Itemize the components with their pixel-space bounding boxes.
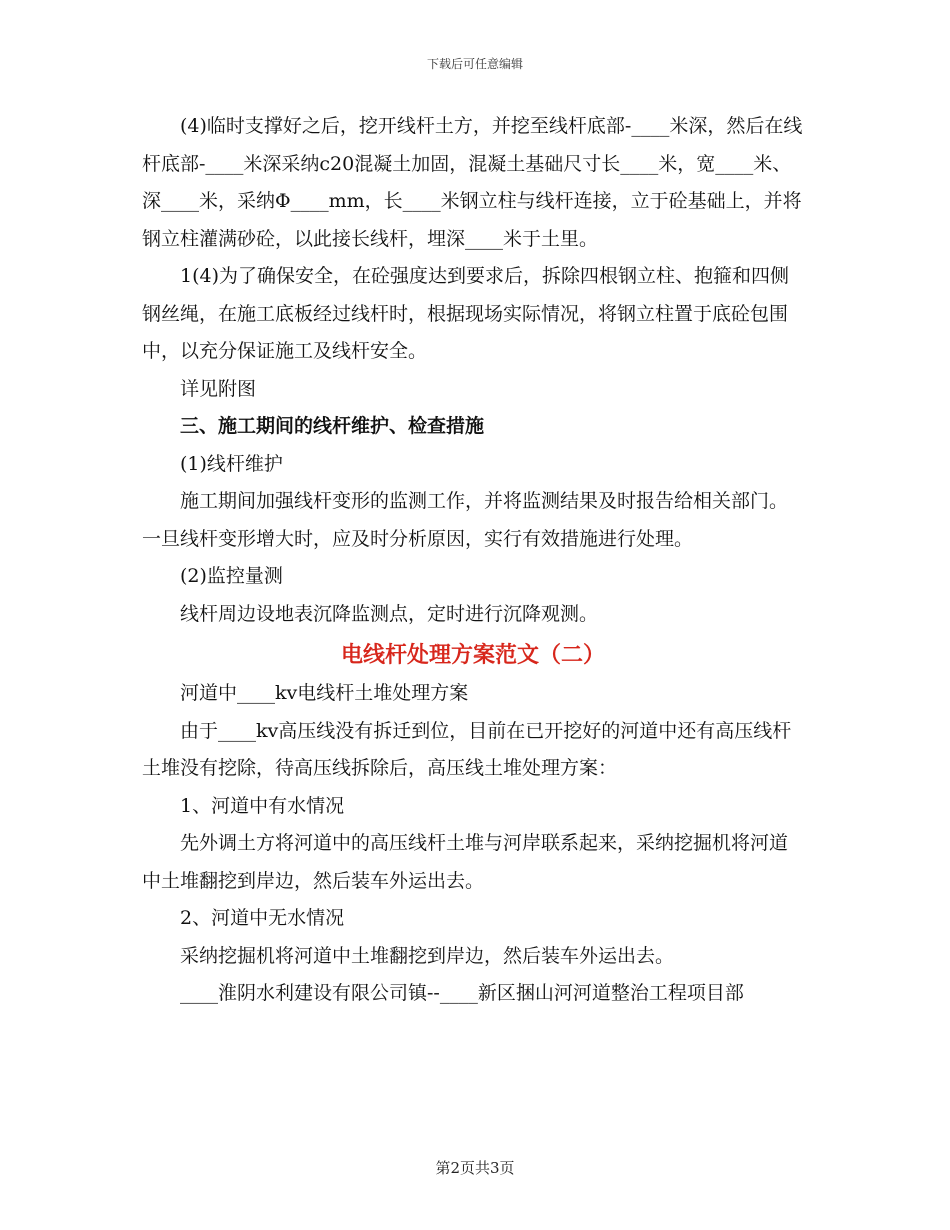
page-footer: 第2页共3页 <box>435 1159 515 1177</box>
paragraph-without-water: 采纳挖掘机将河道中土堆翻挖到岸边，然后装车外运出去。 <box>180 944 675 967</box>
paragraph-step-4: (4)临时支撑好之后，挖开线杆土方，并挖至线杆底部-____米深，然后在线杆底部-____米深采纳c20混凝土加固，混凝土基础尺寸长____米，宽____米、深____米，采纳Φ____mm，长____米钢立柱与线杆连接，立于砼基础上，并将钢立柱灌满砂砼，以此接长线杆，埋深____米于土里。 <box>142 115 803 250</box>
paragraph-maintenance: 施工期间加强线杆变形的监测工作，并将监测结果及时报告给相关部门。一旦线杆变形增大时，应及时分析原因，实行有效措施进行处理。 <box>142 490 789 550</box>
page-header: 下载后可任意编辑 <box>426 57 523 71</box>
document-body <box>142 108 804 1013</box>
paragraph-background: 由于____kv高压线没有拆迁到位，目前在已开挖好的河道中还有高压线杆土堆没有挖除，待高压线拆除后，高压线土堆处理方案： <box>142 719 792 779</box>
paragraph-see-attachment: 详见附图 <box>180 377 257 400</box>
paragraph-monitoring: 线杆周边设地表沉降监测点，定时进行沉降观测。 <box>180 602 599 625</box>
document-title: 电线杆处理方案范文（二） <box>340 642 605 668</box>
paragraph-safety: 1(4)为了确保安全，在砼强度达到要求后，拆除四根钢立柱、抱箍和四侧钢丝绳，在施工底板经过线杆时，根据现场实际情况，将钢立柱置于底砼包围中，以充分保证施工及线杆安全。 <box>142 265 790 362</box>
heading-with-water: 1、河道中有水情况 <box>180 794 345 817</box>
paragraph-plan-name: 河道中____kv电线杆土堆处理方案 <box>180 682 469 704</box>
paragraph-with-water: 先外调土方将河道中的高压线杆土堆与河岸联系起来，采纳挖掘机将河道中土堆翻挖到岸边，然后装车外运出去。 <box>142 832 789 892</box>
section-heading: 三、施工期间的线杆维护、检查措施 <box>180 415 485 437</box>
paragraph-signature: ____淮阴水利建设有限公司镇--____新区捆山河河道整治工程项目部 <box>180 982 744 1004</box>
heading-without-water: 2、河道中无水情况 <box>180 907 345 929</box>
subheading-monitoring: (2)监控量测 <box>180 565 283 587</box>
subheading-maintenance: (1)线杆维护 <box>180 452 283 475</box>
